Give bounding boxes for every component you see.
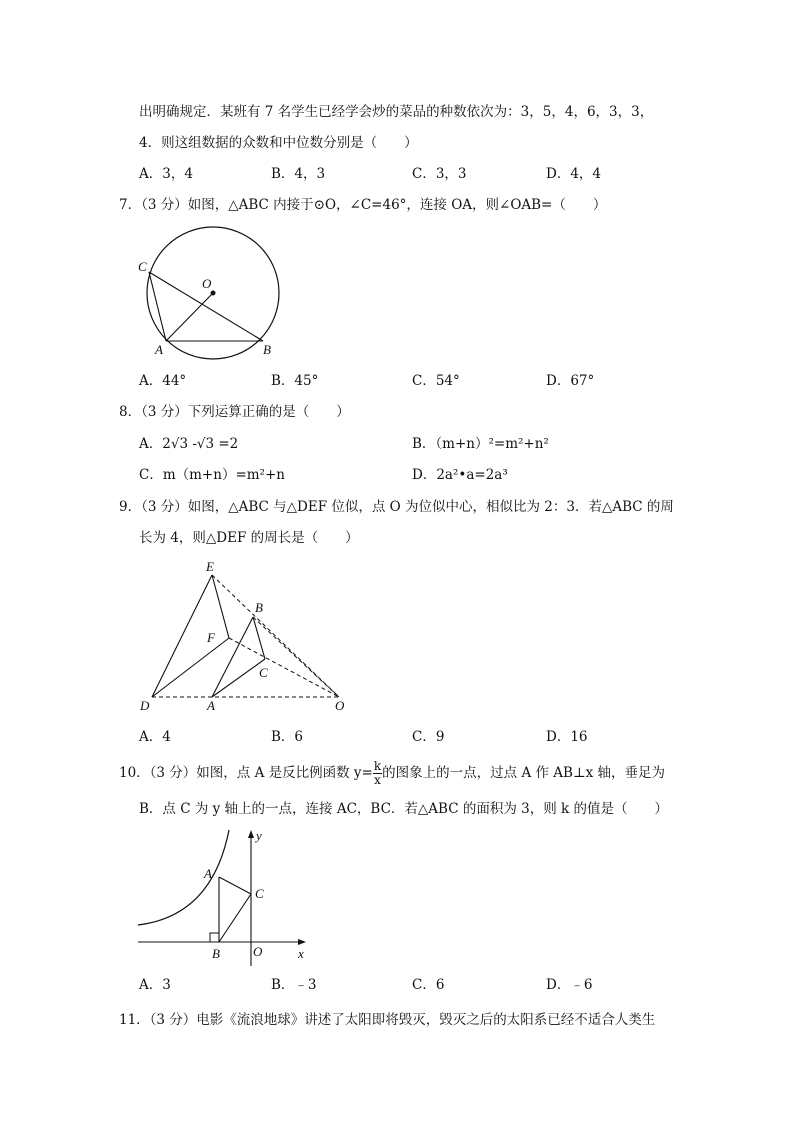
q7-circle-figure xyxy=(130,222,290,362)
q9-stem-line2: 长为 4，则△DEF 的周长是（ ） xyxy=(139,530,359,546)
q9-option-d: D．16 xyxy=(546,729,588,745)
segment-ef xyxy=(212,575,229,638)
segment-fd xyxy=(152,638,229,697)
q8-option-a: A．2√3 -√3 =2 xyxy=(139,436,239,452)
dashed-fo xyxy=(229,638,339,697)
q6-stem-line1: 出明确规定．某班有 7 名学生已经学会炒的菜品的种数依次为：3，5，4，6，3，3， xyxy=(139,104,654,120)
q10-option-b: B．﹣3 xyxy=(271,977,317,993)
q10-stem-line2: B．点 C 为 y 轴上的一点，连接 AC，BC．若△ABC 的面积为 3，则 k 的值是（ ） xyxy=(139,801,668,817)
q6-option-c: C．3，3 xyxy=(412,166,467,182)
label-o: O xyxy=(253,944,263,959)
q9-option-c: C．9 xyxy=(412,729,445,745)
label-c: C xyxy=(138,259,147,274)
segment-ca xyxy=(212,659,265,697)
q8-option-d: D．2a²•a=2a³ xyxy=(412,467,508,483)
label-o: O xyxy=(202,276,212,291)
q10-option-c: C．6 xyxy=(412,977,445,993)
segment-ab xyxy=(212,617,253,697)
fraction-k-over-x xyxy=(373,760,382,787)
q8-option-b: B．（m+n）²=m²+n² xyxy=(412,436,549,452)
label-b: B xyxy=(263,342,271,357)
q10-inverse-function-figure xyxy=(132,826,312,966)
q9-stem-line1: 9．（3 分）如图，△ABC 与△DEF 位似，点 O 为位似中心，相似比为 2：3．若△ABC 的周 xyxy=(119,499,674,515)
segment-oa xyxy=(166,293,213,341)
label-a: A xyxy=(204,866,212,881)
segment-ac xyxy=(219,877,251,894)
q10-option-a: A．3 xyxy=(139,977,171,993)
q9-option-b: B．6 xyxy=(271,729,304,745)
label-f: F xyxy=(207,630,215,645)
label-y: y xyxy=(256,828,262,843)
y-axis-arrow xyxy=(248,830,254,838)
q7-option-b: B．45° xyxy=(271,373,319,389)
fraction-denominator: x xyxy=(374,773,381,787)
q6-option-a: A．3，4 xyxy=(139,166,193,182)
q11-stem-line1: 11．（3 分）电影《流浪地球》讲述了太阳即将毁灭，毁灭之后的太阳系已经不适合人类生 xyxy=(119,1012,656,1028)
q6-option-d: D．4，4 xyxy=(546,166,602,182)
segment-ca xyxy=(149,272,166,341)
dashed-bo xyxy=(253,617,339,697)
q10-option-d: D．﹣6 xyxy=(546,977,593,993)
hyperbola-curve xyxy=(138,830,229,925)
q6-option-b: B．4，3 xyxy=(271,166,326,182)
segment-bc xyxy=(253,617,265,659)
q7-option-c: C．54° xyxy=(412,373,460,389)
q6-stem-line2: 4．则这组数据的众数和中位数分别是（ ） xyxy=(139,135,418,151)
label-c: C xyxy=(259,665,268,680)
label-c: C xyxy=(255,886,264,901)
segment-bc xyxy=(219,894,251,942)
q10-stem-line1 xyxy=(119,760,665,787)
q8-option-c: C．m（m+n）=m²+n xyxy=(139,467,285,483)
center-point-o xyxy=(211,291,216,296)
q9-homothety-figure xyxy=(132,558,362,718)
q9-option-a: A．4 xyxy=(139,729,171,745)
label-b: B xyxy=(212,946,220,961)
x-axis-arrow xyxy=(298,939,306,945)
q7-option-a: A．44° xyxy=(139,373,187,389)
label-x: x xyxy=(298,946,304,961)
label-o: O xyxy=(335,698,345,713)
segment-de xyxy=(152,575,212,697)
label-a: A xyxy=(155,342,163,357)
label-e: E xyxy=(206,559,214,574)
q8-stem: 8．（3 分）下列运算正确的是（ ） xyxy=(119,404,350,420)
q7-stem: 7．（3 分）如图，△ABC 内接于⊙O，∠C=46°，连接 OA，则∠OAB=（ ） xyxy=(119,197,607,213)
fraction-numerator: k xyxy=(373,759,382,773)
q7-option-d: D．67° xyxy=(546,373,595,389)
label-a: A xyxy=(207,698,215,713)
label-b: B xyxy=(255,600,263,615)
q10-stem-post: 的图象上的一点，过点 A 作 AB⊥x 轴，垂足为 xyxy=(382,765,666,781)
label-d: D xyxy=(140,698,150,713)
q10-stem-pre: 10．（3 分）如图，点 A 是反比例函数 y= xyxy=(119,765,373,781)
right-angle-mark xyxy=(210,933,219,942)
